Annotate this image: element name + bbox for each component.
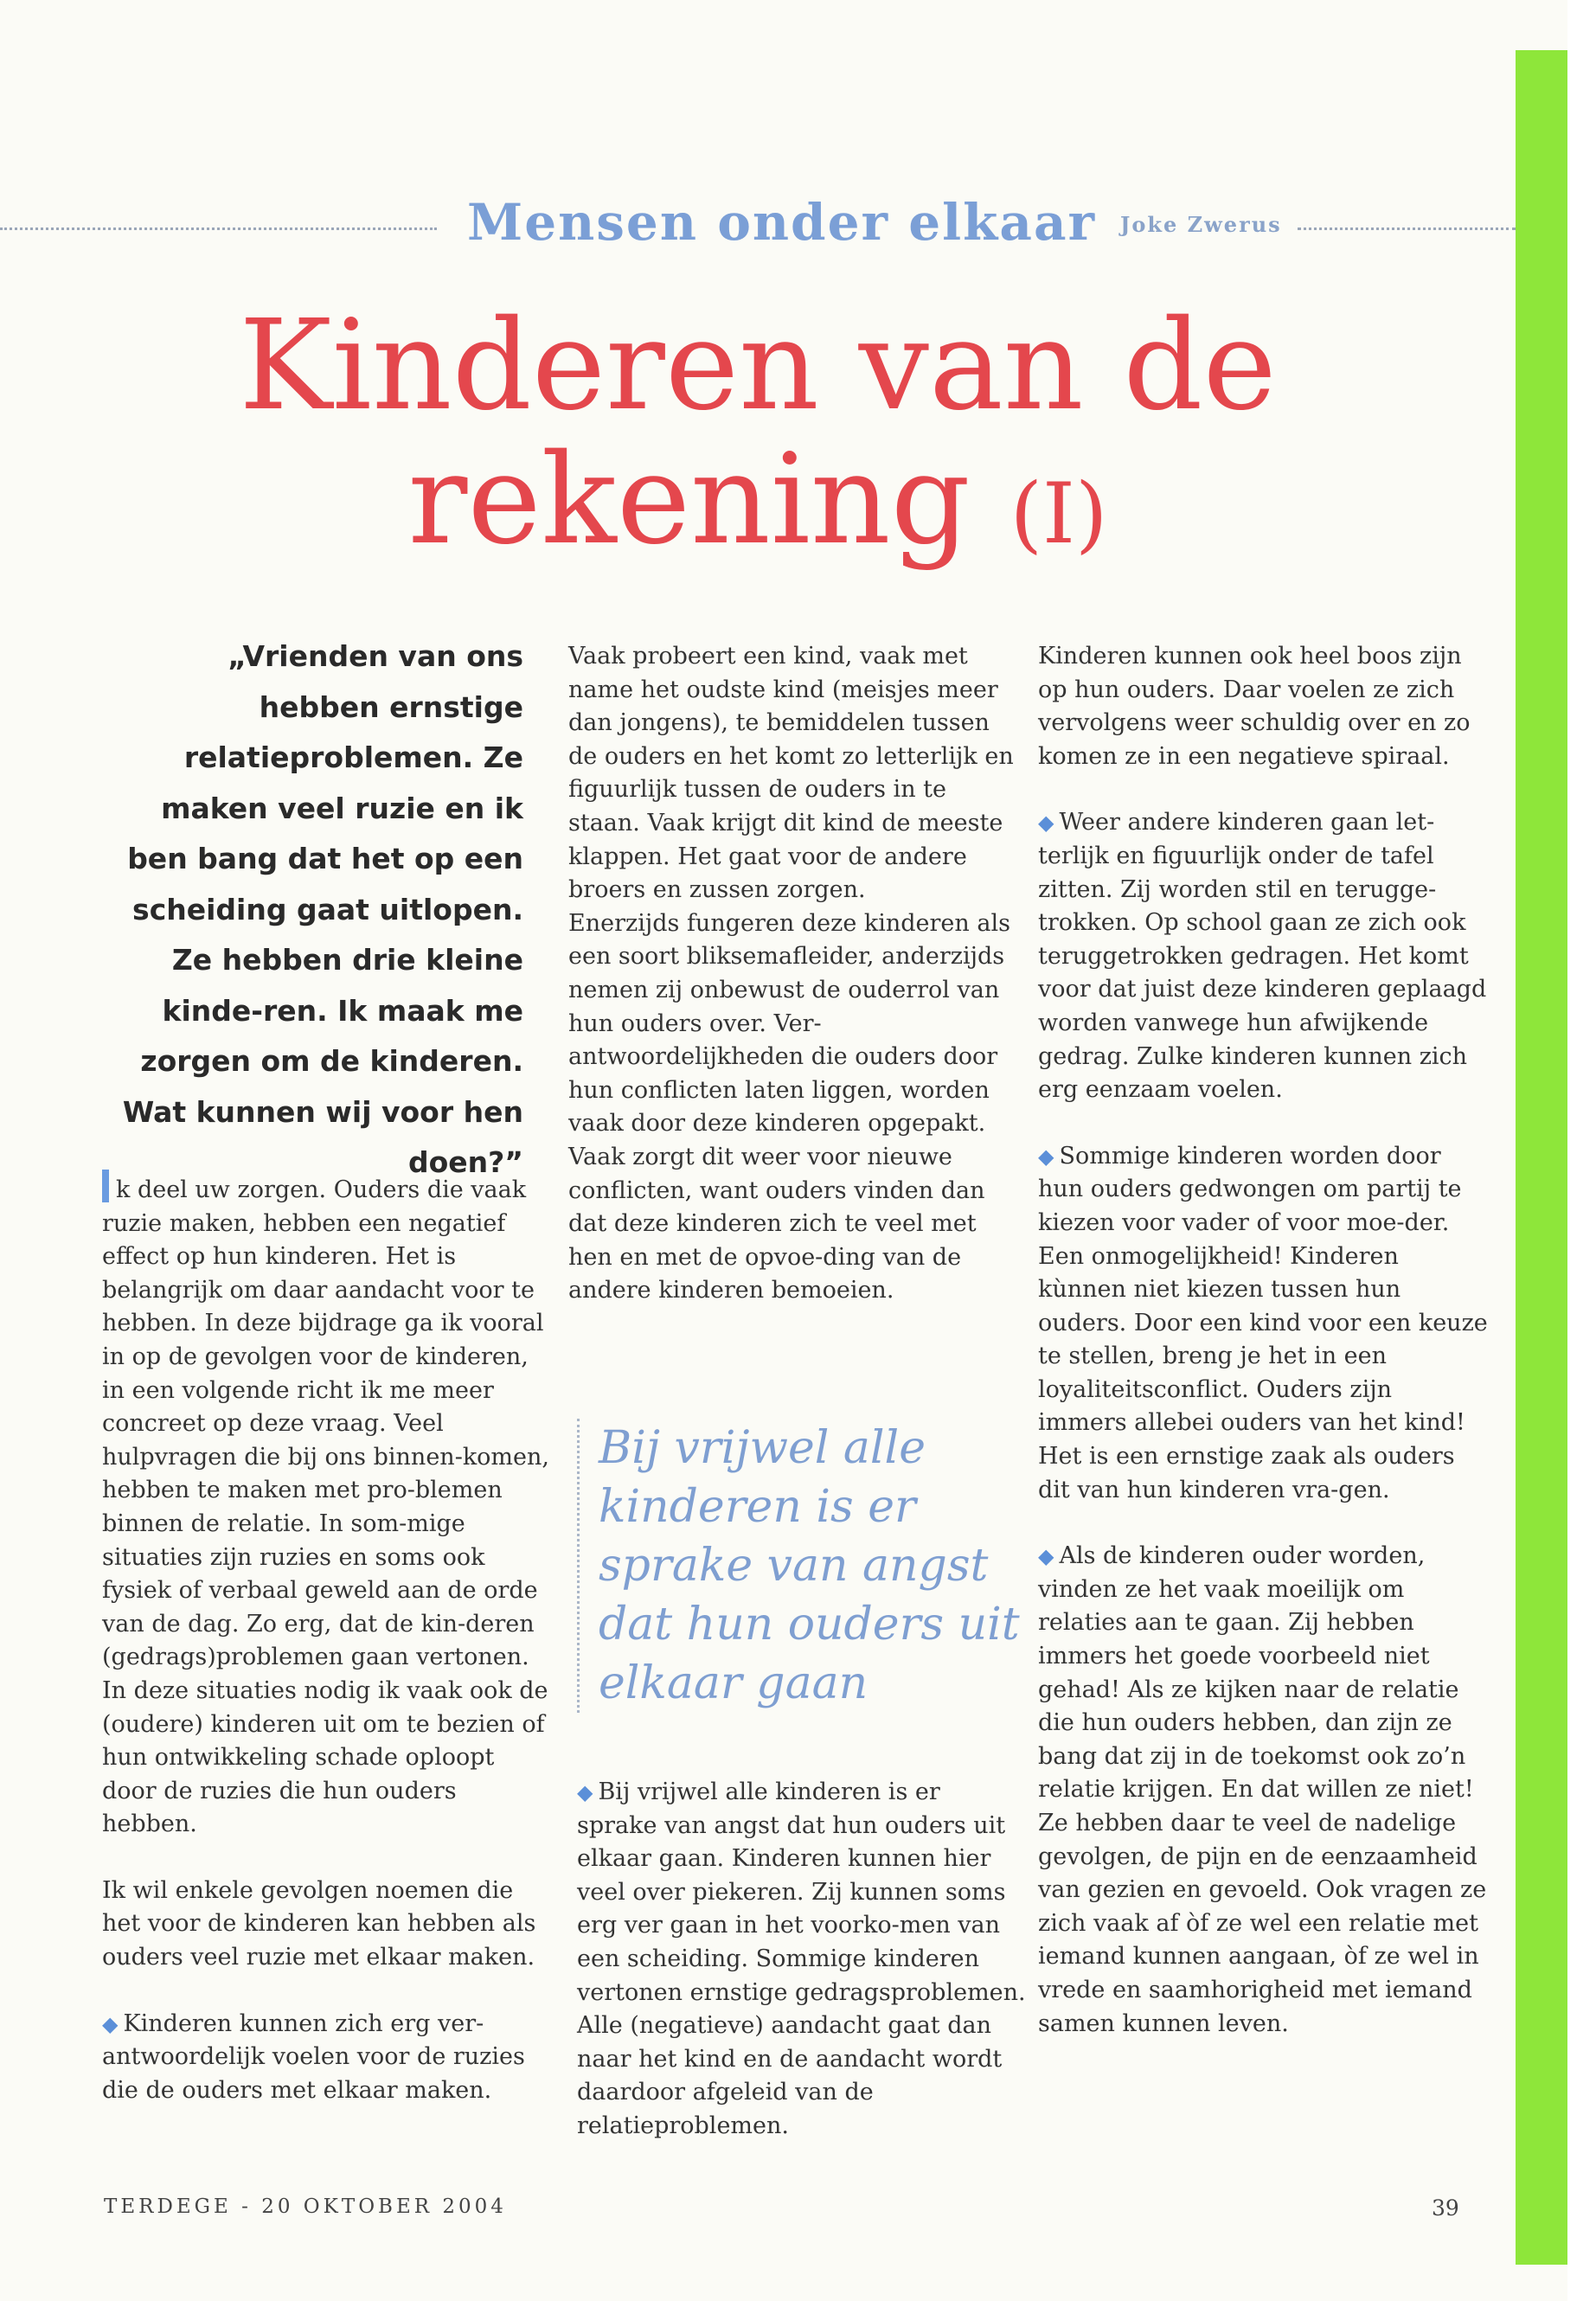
column-1 [102, 1170, 552, 2107]
paragraph-text: Bij vrijwel alle kinderen is er sprake van angst dat hun ouders uit elkaar gaan. Kinderen kunnen hier veel over piekeren. Zij kunnen soms erg ver gaan in het voorko-men van een scheiding. Sommige kinderen vertonen ernstige gedragsproblemen. Alle (negatieve) aandacht gaat dan naar het kind en de aandacht wordt daardoor afgeleid van de relatieproblemen. [577, 1779, 1026, 2139]
diamond-bullet-icon: ◆ [1038, 1544, 1054, 1569]
paragraph: Enerzijds fungeren deze kinderen als een soort bliksemafleider, anderzijds nemen zij onbewust de ouderrol van hun ouders over. Ver-antwoordelijkheden die ouders door hun conflicten laten liggen, worden vaak door deze kinderen opgepakt. Vaak zorgt dit weer voor nieuwe conflicten, want ouders vinden dan dat deze kinderen zich te veel met hen en met de opvoe-ding van de andere kinderen bemoeien. [568, 909, 1010, 1304]
paragraph-text: Sommige kinderen worden door hun ouders gedwongen om partij te kiezen voor vader of voor moe-der. Een onmogelijkheid! Kinderen kùnnen niet kiezen tussen hun ouders. Door een kind voor een keuze te stellen, breng je het in een loyaliteitsconflict. Ouders zijn immers allebei ouders van het kind! Het is een ernstige zaak als ouders dit van hun kinderen vra-gen. [1038, 1142, 1488, 1503]
column-3 [1038, 640, 1488, 2041]
intro-question: „Vrienden van ons hebben ernstige relatieproblemen. Ze maken veel ruzie en ik ben bang dat het op een scheiding gaat uitlopen. Ze hebben drie kleine kinde-ren. Ik maak me zorgen om de kinderen. Wat kunnen wij voor hen doen?” [122, 639, 523, 1179]
column-2 [568, 640, 1018, 1308]
page-edge [1567, 0, 1596, 2301]
paragraph-text: Kinderen kunnen zich erg ver-antwoordelijk voelen voor de ruzies die de ouders met elkaar maken. [102, 2009, 525, 2104]
paragraph [1038, 1140, 1488, 1508]
diamond-bullet-icon: ◆ [577, 1780, 593, 1804]
paragraph [102, 1170, 552, 1842]
article-headline [0, 292, 1516, 581]
headline-line-2: rekening [407, 426, 971, 572]
column-2-continued [577, 1776, 1027, 2144]
paragraph-text: k deel uw zorgen. Ouders die vaak ruzie maken, hebben een negatief effect op hun kinderen. Het is belangrijk om daar aandacht voor te hebben. In deze bijdrage ga ik vooral in op de gevolgen voor de kinderen, in een volgende richt ik me meer concreet op deze vraag. Veel hulpvragen die bij ons binnen-komen, hebben te maken met pro-blemen binnen de relatie. In som-mige situaties zijn ruzies en soms ook fysiek of verbaal geweld aan de orde van de dag. Zo erg, dat de kin-deren (gedrags)problemen gaan vertonen. In deze situaties nodig ik vaak ook de (oudere) kinderen uit om te bezien of hun ontwikkeling schade oploopt door de ruzies die hun ouders hebben. [102, 1176, 549, 1838]
rubric-dotted-rule-left [0, 228, 437, 230]
rubric-title: Mensen onder elkaar [467, 193, 1097, 252]
diamond-bullet-icon: ◆ [102, 2011, 119, 2036]
page-number: 39 [1432, 2195, 1459, 2221]
green-accent-bar [1516, 50, 1567, 2265]
paragraph: Vaak probeert een kind, vaak met name het oudste kind (meisjes meer dan jongens), te bemiddelen tussen de ouders en het komt zo letterlijk en figuurlijk tussen de ouders in te staan. Vaak krijgt dit kind de meeste klappen. Het gaat voor de andere broers en zussen zorgen. [568, 643, 1014, 904]
publication-footer: TERDEGE - 20 OKTOBER 2004 [104, 2195, 507, 2218]
paragraph [577, 1776, 1027, 2144]
paragraph [102, 2008, 552, 2108]
author-name: Joke Zwerus [1120, 212, 1282, 237]
paragraph: Kinderen kunnen ook heel boos zijn op hun ouders. Daar voelen ze zich vervolgens weer schuldig over en zo komen ze in een negatieve spiraal. [1038, 643, 1471, 770]
rubric-dotted-rule-right [1298, 228, 1516, 230]
paragraph-text: Als de kinderen ouder worden, vinden ze het vaak moeilijk om relaties aan te gaan. Zij hebben immers het goede voorbeeld niet gehad! Als ze kijken naar de relatie die hun ouders hebben, dan zijn ze bang dat zij in de toekomst ook zo’n relatie krijgen. En dat willen ze niet! Ze hebben daar te veel de nadelige gevolgen, de pijn en de eenzaamheid van gezien en gevoeld. Ook vragen ze zich vaak af òf ze wel een relatie met iemand kunnen aangaan, òf ze wel in vrede en saamhorigheid met iemand samen kunnen leven. [1038, 1542, 1487, 2037]
headline-line-1: Kinderen van de [239, 292, 1277, 438]
diamond-bullet-icon: ◆ [1038, 811, 1054, 836]
initial-i-bar [102, 1170, 109, 1202]
rubric-header [0, 186, 1516, 264]
paragraph: Ik wil enkele gevolgen noemen die het voor de kinderen kan hebben als ouders veel ruzie met elkaar maken. [102, 1876, 536, 1971]
pull-quote: Bij vrijwel alle kinderen is er sprake van angst dat hun ouders uit elkaar gaan [577, 1419, 1035, 1713]
headline-volume: (I) [1010, 465, 1108, 562]
paragraph-text: Weer andere kinderen gaan let-terlijk en figuurlijk onder de tafel zitten. Zij worden stil en terugge-trokken. Op school gaan ze zich ook teruggetrokken gedragen. Het komt voor dat juist deze kinderen geplaagd worden vanwege hun afwijkende gedrag. Zulke kinderen kunnen zich erg eenzaam voelen. [1038, 809, 1487, 1104]
diamond-bullet-icon: ◆ [1038, 1144, 1054, 1169]
paragraph [1038, 1540, 1488, 2041]
paragraph [1038, 806, 1488, 1106]
